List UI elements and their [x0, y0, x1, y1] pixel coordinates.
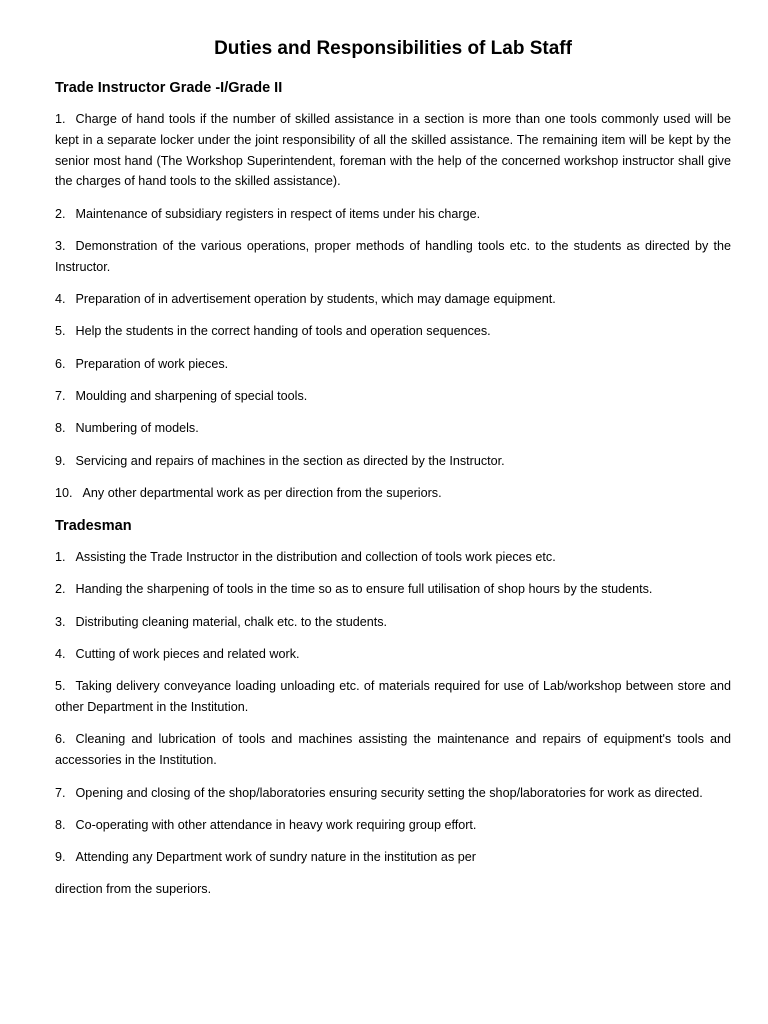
item-text: Help the students in the correct handing of tools and operation sequences.: [75, 324, 491, 339]
item-text: Maintenance of subsidiary registers in respect of items under his charge.: [75, 206, 481, 221]
list-item: [55, 418, 731, 439]
item-text: Co-operating with other attendance in heavy work requiring group effort.: [75, 817, 477, 832]
item-number: 2.: [55, 582, 66, 597]
item-text: Cleaning and lubrication of tools and machines assisting the maintenance and repairs of equipment's tools and accessories in the Institution.: [55, 732, 731, 768]
list-item: [55, 847, 731, 868]
section-heading-tradesman: Tradesman: [55, 518, 132, 535]
item-text: Cutting of work pieces and related work.: [75, 647, 300, 662]
item-number: 4.: [55, 292, 66, 307]
item-number: 4.: [55, 647, 66, 662]
list-item: [55, 451, 731, 472]
list-item: [55, 321, 731, 342]
item-number: 5.: [55, 679, 66, 694]
list-item: [55, 354, 731, 375]
list-item: [55, 729, 731, 771]
item-text: Assisting the Trade Instructor in the distribution and collection of tools work pieces etc.: [75, 550, 556, 565]
item-text: Taking delivery conveyance loading unloading etc. of materials required for use of Lab/workshop between store and other Department in the Institution.: [55, 679, 731, 715]
item-number: 7.: [55, 785, 66, 800]
item-number: 2.: [55, 206, 66, 221]
item-text: Handing the sharpening of tools in the time so as to ensure full utilisation of shop hours by the students.: [75, 582, 653, 597]
list-item: [55, 204, 731, 225]
item-number: 1.: [55, 112, 66, 126]
list-item: [55, 676, 731, 718]
item-text: Opening and closing of the shop/laboratories ensuring security setting the shop/laboratories for work as directed.: [75, 785, 703, 800]
item-number: 6.: [55, 732, 66, 747]
item-number: 9.: [55, 850, 66, 865]
list-item: [55, 644, 731, 665]
item-text: direction from the superiors.: [55, 882, 212, 897]
item-number: 3.: [55, 614, 66, 629]
item-text: Any other departmental work as per direction from the superiors.: [82, 485, 442, 500]
list-item: [55, 815, 731, 836]
list-item: [55, 547, 731, 568]
item-text: Preparation of work pieces.: [75, 356, 229, 371]
item-number: 6.: [55, 356, 66, 371]
item-text: Preparation of in advertisement operation by students, which may damage equipment.: [75, 292, 556, 307]
list-item: [55, 579, 731, 600]
item-number: 1.: [55, 550, 66, 565]
list-item: [55, 783, 731, 804]
item-text: Charge of hand tools if the number of skilled assistance in a section is more than one tools commonly used will be kept in a separate locker under the joint responsibility of all the skilled assistance. The remaining item will be kept by the senior most hand (The Workshop Superintendent, foreman with the help of the concerned workshop instructor shall give the charges of hand tools to the skilled assistance).: [55, 112, 731, 189]
list-item: [55, 483, 731, 504]
item-text: Attending any Department work of sundry nature in the institution as per: [75, 850, 476, 865]
list-item: [55, 109, 731, 192]
item-text: Distributing cleaning material, chalk etc. to the students.: [75, 614, 388, 629]
item-number: 9.: [55, 453, 66, 468]
item-number: 8.: [55, 817, 66, 832]
list-item: [55, 612, 731, 633]
item-number: 3.: [55, 238, 66, 253]
document-page: [55, 36, 731, 912]
list-item: [55, 289, 731, 310]
item-number: 10.: [55, 485, 73, 500]
section-heading-trade-instructor: Trade Instructor Grade -I/Grade II: [55, 80, 283, 96]
list-item-continuation: [55, 879, 731, 900]
item-text: Demonstration of the various operations, proper methods of handling tools etc. to the students as directed by the Instructor.: [55, 238, 731, 274]
list-item: [55, 236, 731, 278]
item-number: 5.: [55, 324, 66, 339]
page-title: Duties and Responsibilities of Lab Staff: [214, 38, 572, 59]
list-item: [55, 386, 731, 407]
item-number: 8.: [55, 421, 66, 436]
item-number: 7.: [55, 388, 66, 403]
item-text: Servicing and repairs of machines in the section as directed by the Instructor.: [75, 453, 505, 468]
item-text: Moulding and sharpening of special tools.: [75, 388, 308, 403]
item-text: Numbering of models.: [75, 421, 199, 436]
